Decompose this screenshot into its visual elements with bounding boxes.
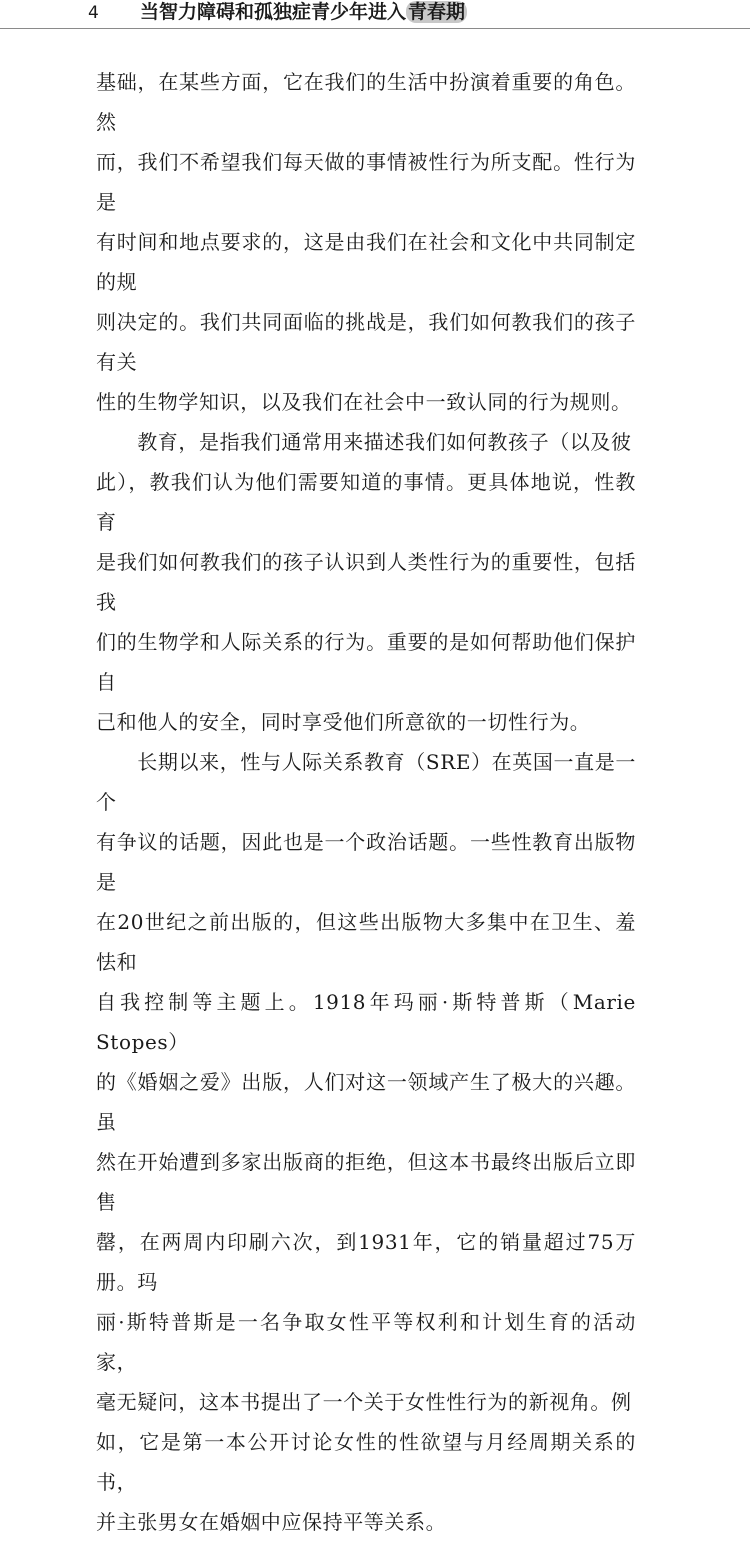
paragraph: 教育，是指我们通常用来描述我们如何教孩子（以及彼 此），教我们认为他们需要知道的事情。更具体地说，性教育 是我们如何教我们的孩子认识到人类性行为的重要性，包括我 们的生物学和人际关系的行为。重要的是如何帮助他们保护自 己和他人的安全，同时享受他们所意欲的一切性行为。 — [96, 430, 636, 734]
body-text — [96, 62, 636, 1542]
page-header — [0, 0, 750, 29]
running-head-title-highlight: 青春期 — [408, 1, 466, 23]
paragraph: 基础，在某些方面，它在我们的生活中扮演着重要的角色。然 而，我们不希望我们每天做的事情被性行为所支配。性行为是 有时间和地点要求的，这是由我们在社会和文化中共同制定的规 则决定的。我们共同面临的挑战是，我们如何教我们的孩子有关 性的生物学知识，以及我们在社会中一致认同的行为规则。 — [96, 70, 636, 414]
page-number: 4 — [88, 3, 99, 23]
paragraph: 长期以来，性与人际关系教育（SRE）在英国一直是一个 有争议的话题，因此也是一个政治话题。一些性教育出版物是 在20世纪之前出版的，但这些出版物大多集中在卫生、羞怯和 自我控制等主题上。1918年玛丽·斯特普斯（Marie Stopes） 的《婚姻之爱》出版，人们对这一领域产生了极大的兴趣。虽 然在开始遭到多家出版商的拒绝，但这本书最终出版后立即售 罄，在两周内印刷六次，到1931年，它的销量超过75万册。玛 丽·斯特普斯是一名争取女性平等权利和计划生育的活动家， 毫无疑问，这本书提出了一个关于女性性行为的新视角。例 如，它是第一本公开讨论女性的性欲望与月经周期关系的书， 并主张男女在婚姻中应保持平等关系。 — [96, 750, 636, 1534]
running-head-title-main: 当智力障碍和孤独症青少年进入 — [140, 1, 407, 23]
running-head-title — [140, 0, 467, 24]
